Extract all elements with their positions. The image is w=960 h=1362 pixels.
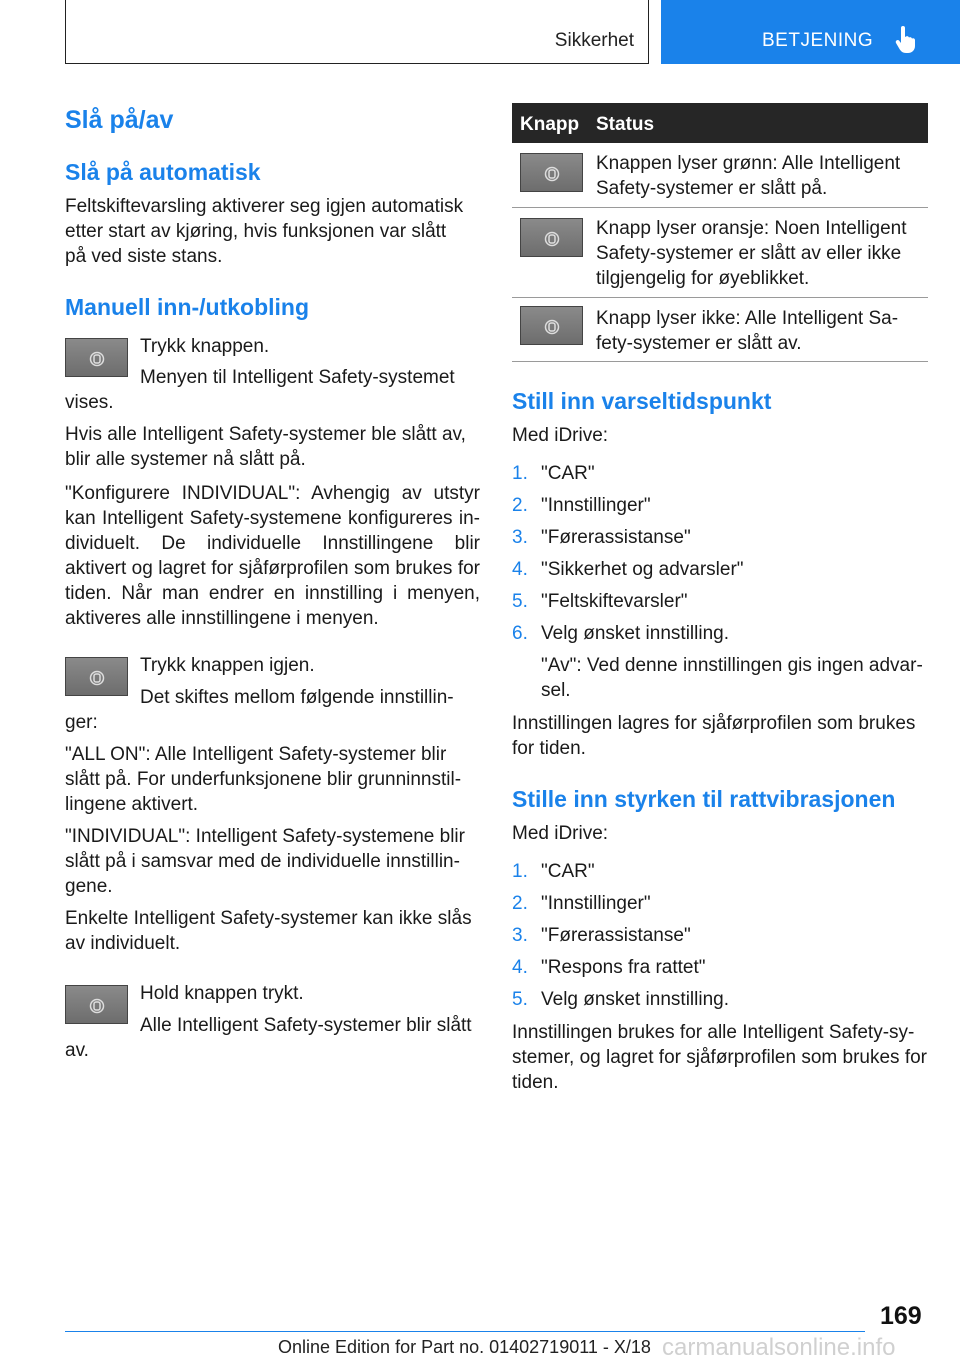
- with-idrive-label: Med iDrive:: [512, 823, 609, 844]
- subheading-warning-time: Still inn varseltidspunkt: [512, 388, 772, 414]
- list-item: 5. Velg ønsket innstilling.: [512, 989, 729, 1010]
- table-header-status: Status: [596, 114, 655, 135]
- paragraph-configure: "Konfigurere INDIVIDUAL": Avhengig av utstyr kan Intelligent Safety-systemene konfigureres individuelt. De individuelle Innstillingene blir aktivert og lagret for sjåførprofilen som brukes for tiden. Når man endrer en innstilling i menyen, aktiveres alle innstillingene i menyen.: [65, 483, 480, 629]
- paragraph-used: Innstillingen brukes for alle Intelligent Safety-systemer, og lagret for sjåførprofilen som brukes for tiden.: [512, 1022, 927, 1093]
- subheading-vibration: Stille inn styrken til rattvibrasjonen: [512, 786, 896, 812]
- paragraph-all-on: "ALL ON": Alle Intelligent Safety-systemer blir slått på. For underfunksjonene blir grunninnstillingene aktivert.: [65, 744, 462, 815]
- paragraph-individual: "INDIVIDUAL": Intelligent Safety-systemene blir slått på i samsvar med de individuelle innstillingene.: [65, 826, 465, 897]
- watermark: carmanualsonline.info: [662, 1334, 896, 1361]
- list-item: 1. "CAR": [512, 463, 595, 484]
- step3-result: Alle Intelligent Safety-systemer blir slått: [140, 1015, 472, 1036]
- header-section-tab: [65, 0, 649, 64]
- with-idrive-label: Med iDrive:: [512, 425, 609, 446]
- header-chapter-label: BETJENING: [762, 30, 874, 51]
- list-item: 2. "Innstillinger": [512, 495, 651, 516]
- list-item: 1. "CAR": [512, 861, 595, 882]
- paragraph-saved: Innstillingen lagres for sjåførprofilen som brukes for tiden.: [512, 713, 916, 759]
- footer-divider: [65, 1331, 865, 1332]
- step2-result-cont: ger:: [65, 712, 98, 733]
- list-item: 3. "Førerassistanse": [512, 925, 691, 946]
- step1-text: Trykk knappen.: [140, 336, 270, 357]
- safety-car-icon: [544, 165, 560, 183]
- page-number: 169: [880, 1302, 922, 1330]
- list-item: 3. "Førerassistanse": [512, 527, 691, 548]
- step3-text: Hold knappen trykt.: [140, 983, 304, 1004]
- header-chapter-tab: [661, 0, 960, 64]
- step2-text: Trykk knappen igjen.: [140, 655, 315, 676]
- table-row: [512, 208, 928, 298]
- edition-text: Online Edition for Part no. 01402719011 - X/18: [278, 1337, 651, 1357]
- safety-button-image: [520, 153, 583, 192]
- table-cell-status: Knappen lyser grønn: Alle Intelligent Safety-systemer er slått på.: [596, 153, 901, 199]
- list-item: 4. "Respons fra rattet": [512, 957, 706, 978]
- status-table-header: [512, 103, 928, 143]
- step1-result-cont: vises.: [65, 392, 114, 413]
- safety-button-image: [65, 985, 128, 1024]
- step1-result: Menyen til Intelligent Safety-systemet: [140, 367, 455, 388]
- table-row: [512, 298, 928, 362]
- list-item: 2. "Innstillinger": [512, 893, 651, 914]
- safety-car-icon: [544, 230, 560, 248]
- safety-button-image: [65, 338, 128, 377]
- section-title: Slå på/av: [65, 106, 174, 134]
- paragraph-some: Enkelte Intelligent Safety-systemer kan ikke slås av individuelt.: [65, 908, 472, 954]
- paragraph-all-off: Hvis alle Intelligent Safety-systemer ble slått av, blir alle systemer nå slått på.: [65, 424, 466, 470]
- safety-button-image: [520, 306, 583, 345]
- step3-result-cont: av.: [65, 1040, 89, 1061]
- list-note: "Av": Ved denne innstillingen gis ingen advarsel.: [541, 655, 923, 701]
- safety-car-icon: [544, 318, 560, 336]
- table-row: [512, 143, 928, 208]
- subheading-manual: Manuell inn-/utkobling: [65, 294, 310, 320]
- table-header-button: Knapp: [520, 114, 580, 135]
- safety-car-icon: [89, 997, 105, 1015]
- list-item: 4. "Sikkerhet og advarsler": [512, 559, 744, 580]
- table-cell-status: Knapp lyser ikke: Alle Intelligent Safety-systemer er slått av.: [596, 308, 899, 354]
- pointing-hand-icon: [894, 26, 918, 54]
- step2-result: Det skiftes mellom følgende innstillin-: [140, 687, 454, 708]
- paragraph-auto: Feltskiftevarsling aktiverer seg igjen automatisk etter start av kjøring, hvis funksjonen var slått på ved siste stans.: [65, 196, 464, 267]
- list-item: 5. "Feltskiftevarsler": [512, 591, 688, 612]
- safety-button-image: [65, 657, 128, 696]
- safety-car-icon: [89, 669, 105, 687]
- subheading-auto: Slå på automatisk: [65, 159, 261, 185]
- safety-car-icon: [89, 350, 105, 368]
- list-item: 6. Velg ønsket innstilling.: [512, 623, 729, 644]
- safety-button-image: [520, 218, 583, 257]
- header-section-label: Sikkerhet: [554, 30, 634, 51]
- table-cell-status: Knapp lyser oransje: Noen Intelligent Safety-systemer er slått av eller ikke tilgjengelig for øyeblikket.: [596, 218, 907, 289]
